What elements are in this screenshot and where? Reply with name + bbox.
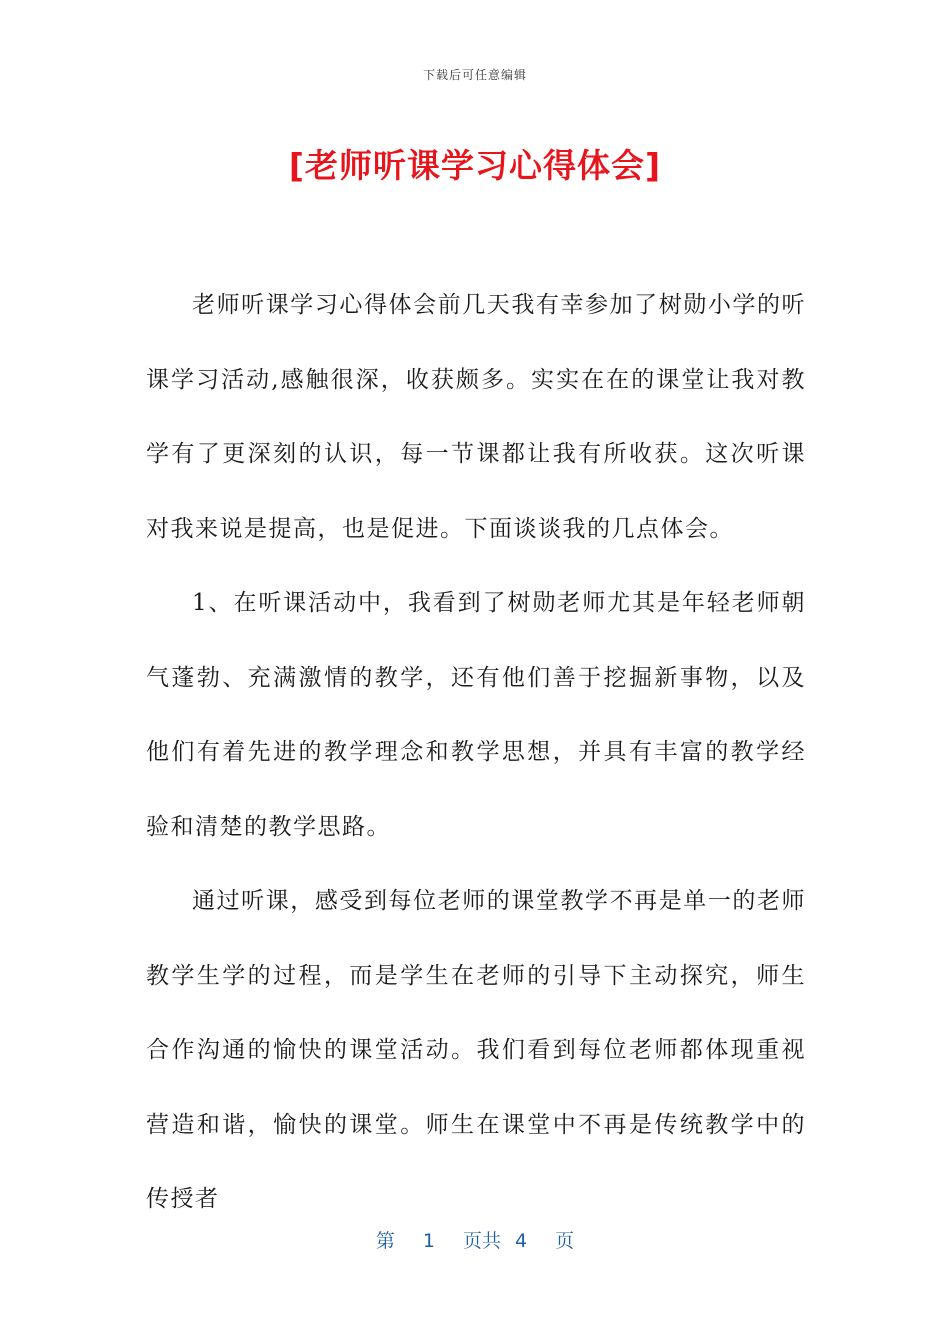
paragraph-3: 通过听课，感受到每位老师的课堂教学不再是单一的老师教学生学的过程，而是学生在老师的引导下主动探究，师生合作沟通的愉快的课堂活动。我们看到每位老师都体现重视营造和谐，愉快的课堂。师生在课堂中不再是传统教学中的传授者 [146,888,806,1212]
footer-suffix: 页 [555,1230,575,1252]
document-body [146,268,806,1237]
paragraph-1: 老师听课学习心得体会前几天我有幸参加了树勋小学的听课学习活动,感触很深，收获颇多。实实在在的课堂让我对教学有了更深刻的认识，每一节课都让我有所收获。这次听课对我来说是提高，也是促进。下面谈谈我的几点体会。 [146,292,806,542]
footer-prefix: 第 [375,1230,395,1252]
document-title: [老师听课学习心得体会] [288,146,662,185]
footer-middle: 页共 [462,1230,501,1252]
page-footer [0,1226,950,1253]
header-note: 下载后可任意编辑 [422,68,527,82]
paragraph-2: 1、在听课活动中，我看到了树勋老师尤其是年轻老师朝气蓬勃、充满激情的教学，还有他们善于挖掘新事物，以及他们有着先进的教学理念和教学思想，并具有丰富的教学经验和清楚的教学思路。 [146,590,806,840]
footer-total-pages: 4 [515,1230,528,1252]
footer-current-page: 1 [422,1230,435,1252]
